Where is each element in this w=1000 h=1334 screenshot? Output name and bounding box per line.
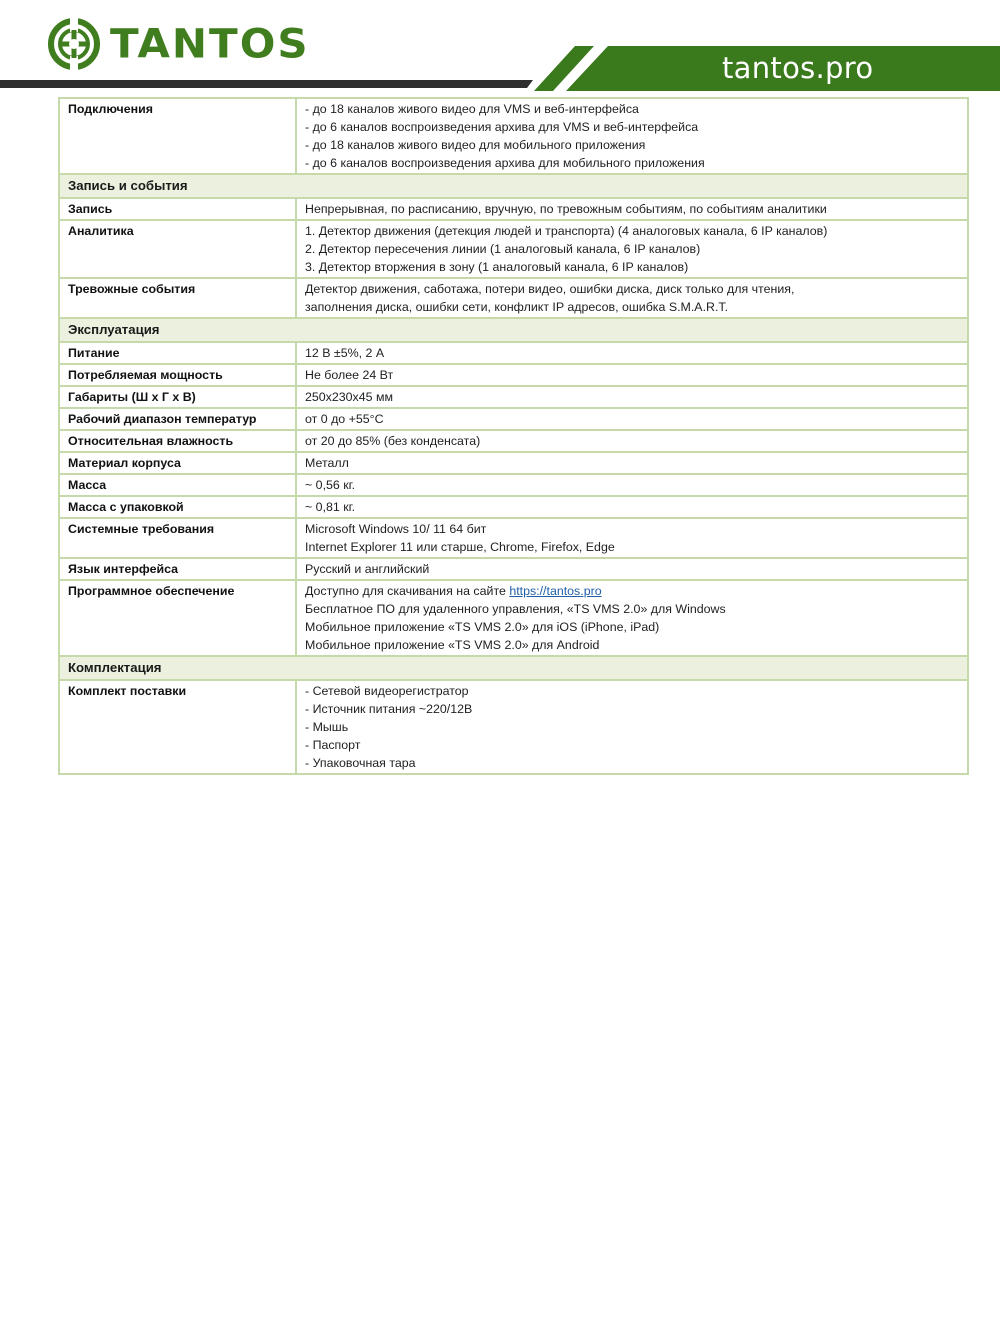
- spec-label: Программное обеспечение: [59, 580, 296, 656]
- spec-value-line: 2. Детектор пересечения линии (1 аналоговый канала, 6 IP каналов): [305, 242, 701, 256]
- spec-value: [296, 220, 968, 278]
- spec-label: Системные требования: [59, 518, 296, 558]
- spec-value-line: - Мышь: [305, 720, 349, 734]
- spec-value-line: 1. Детектор движения (детекция людей и транспорта) (4 аналоговых канала, 6 IP каналов): [305, 224, 828, 238]
- spec-label: Рабочий диапазон температур: [59, 408, 296, 430]
- spec-row: [59, 220, 968, 278]
- spec-row: [59, 452, 968, 474]
- spec-value-line: 12 В ±5%, 2 А: [305, 346, 385, 360]
- spec-value-text: Доступно для скачивания на сайте: [305, 584, 510, 598]
- spec-value: [296, 452, 968, 474]
- spec-value: [296, 98, 968, 174]
- spec-row: [59, 496, 968, 518]
- section-header-row: [59, 174, 968, 198]
- spec-label: Масса: [59, 474, 296, 496]
- page-header: [0, 0, 1000, 96]
- spec-label: Запись: [59, 198, 296, 220]
- tantos-logo-icon: [46, 16, 102, 72]
- spec-value: [296, 430, 968, 452]
- spec-value: [296, 408, 968, 430]
- spec-value-line: - до 18 каналов живого видео для VMS и веб-интерфейса: [305, 102, 639, 116]
- spec-label: Питание: [59, 342, 296, 364]
- spec-value-line: Металл: [305, 456, 349, 470]
- spec-label: Материал корпуса: [59, 452, 296, 474]
- spec-value: [296, 680, 968, 774]
- specifications-table-body: [59, 98, 968, 774]
- spec-value-line: [305, 582, 959, 600]
- spec-value-line: Мобильное приложение «TS VMS 2.0» для iOS (iPhone, iPad): [305, 620, 660, 634]
- spec-value-line: Internet Explorer 11 или старше, Chrome, Firefox, Edge: [305, 540, 615, 554]
- spec-value-line: Мобильное приложение «TS VMS 2.0» для Android: [305, 638, 600, 652]
- spec-value-line: - до 6 каналов воспроизведения архива для мобильного приложения: [305, 156, 705, 170]
- spec-value-line: - до 18 каналов живого видео для мобильного приложения: [305, 138, 646, 152]
- spec-value-line: Бесплатное ПО для удаленного управления, «TS VMS 2.0» для Windows: [305, 602, 726, 616]
- spec-value-line: - Источник питания ~220/12В: [305, 702, 473, 716]
- spec-value: [296, 386, 968, 408]
- section-header-row: [59, 318, 968, 342]
- spec-label: Масса с упаковкой: [59, 496, 296, 518]
- spec-value: [296, 278, 968, 318]
- spec-value: [296, 518, 968, 558]
- spec-label: Тревожные события: [59, 278, 296, 318]
- spec-label: Язык интерфейса: [59, 558, 296, 580]
- spec-value-line: 3. Детектор вторжения в зону (1 аналоговый канала, 6 IP каналов): [305, 260, 689, 274]
- section-title: Комплектация: [59, 656, 968, 680]
- spec-value: [296, 580, 968, 656]
- spec-value-line: от 0 до +55°C: [305, 412, 384, 426]
- spec-value: [296, 342, 968, 364]
- spec-value-line: - Упаковочная тара: [305, 756, 416, 770]
- site-url-link[interactable]: tantos.pro: [722, 51, 874, 85]
- spec-row: [59, 198, 968, 220]
- spec-row: [59, 518, 968, 558]
- download-site-link[interactable]: https://tantos.pro: [509, 584, 602, 598]
- spec-row: [59, 580, 968, 656]
- spec-label: Габариты (Ш х Г х В): [59, 386, 296, 408]
- spec-row: [59, 278, 968, 318]
- spec-value-line: от 20 до 85% (без конденсата): [305, 434, 481, 448]
- spec-value-line: - Паспорт: [305, 738, 361, 752]
- spec-row: [59, 680, 968, 774]
- section-header-row: [59, 656, 968, 680]
- spec-value: [296, 474, 968, 496]
- spec-label: Относительная влажность: [59, 430, 296, 452]
- spec-value-line: Не более 24 Вт: [305, 368, 394, 382]
- spec-value: [296, 496, 968, 518]
- spec-value-line: ~ 0,56 кг.: [305, 478, 356, 492]
- section-title: Запись и события: [59, 174, 968, 198]
- spec-value-line: 250х230х45 мм: [305, 390, 393, 404]
- spec-value-line: ~ 0,81 кг.: [305, 500, 356, 514]
- spec-row: [59, 430, 968, 452]
- spec-value-line: Microsoft Windows 10/ 11 64 бит: [305, 522, 487, 536]
- spec-value-line: Русский и английский: [305, 562, 430, 576]
- spec-value-line: Непрерывная, по расписанию, вручную, по тревожным событиям, по событиям аналитики: [305, 202, 827, 216]
- spec-label: Подключения: [59, 98, 296, 174]
- brand-logo[interactable]: [46, 16, 310, 72]
- specifications-table: [58, 97, 969, 775]
- spec-row: [59, 474, 968, 496]
- spec-value-line: заполнения диска, ошибки сети, конфликт IP адресов, ошибка S.M.A.R.T.: [305, 300, 729, 314]
- section-title: Эксплуатация: [59, 318, 968, 342]
- spec-label: Комплект поставки: [59, 680, 296, 774]
- spec-label: Аналитика: [59, 220, 296, 278]
- spec-row: [59, 98, 968, 174]
- spec-row: [59, 342, 968, 364]
- spec-value: [296, 364, 968, 386]
- spec-row: [59, 408, 968, 430]
- spec-value: [296, 198, 968, 220]
- spec-value: [296, 558, 968, 580]
- spec-row: [59, 386, 968, 408]
- spec-row: [59, 364, 968, 386]
- spec-value-line: - до 6 каналов воспроизведения архива для VMS и веб-интерфейса: [305, 120, 699, 134]
- brand-name: TANTOS: [110, 20, 310, 67]
- spec-value-line: - Сетевой видеорегистратор: [305, 684, 469, 698]
- spec-value-line: Детектор движения, саботажа, потери видео, ошибки диска, диск только для чтения,: [305, 282, 795, 296]
- spec-label: Потребляемая мощность: [59, 364, 296, 386]
- spec-row: [59, 558, 968, 580]
